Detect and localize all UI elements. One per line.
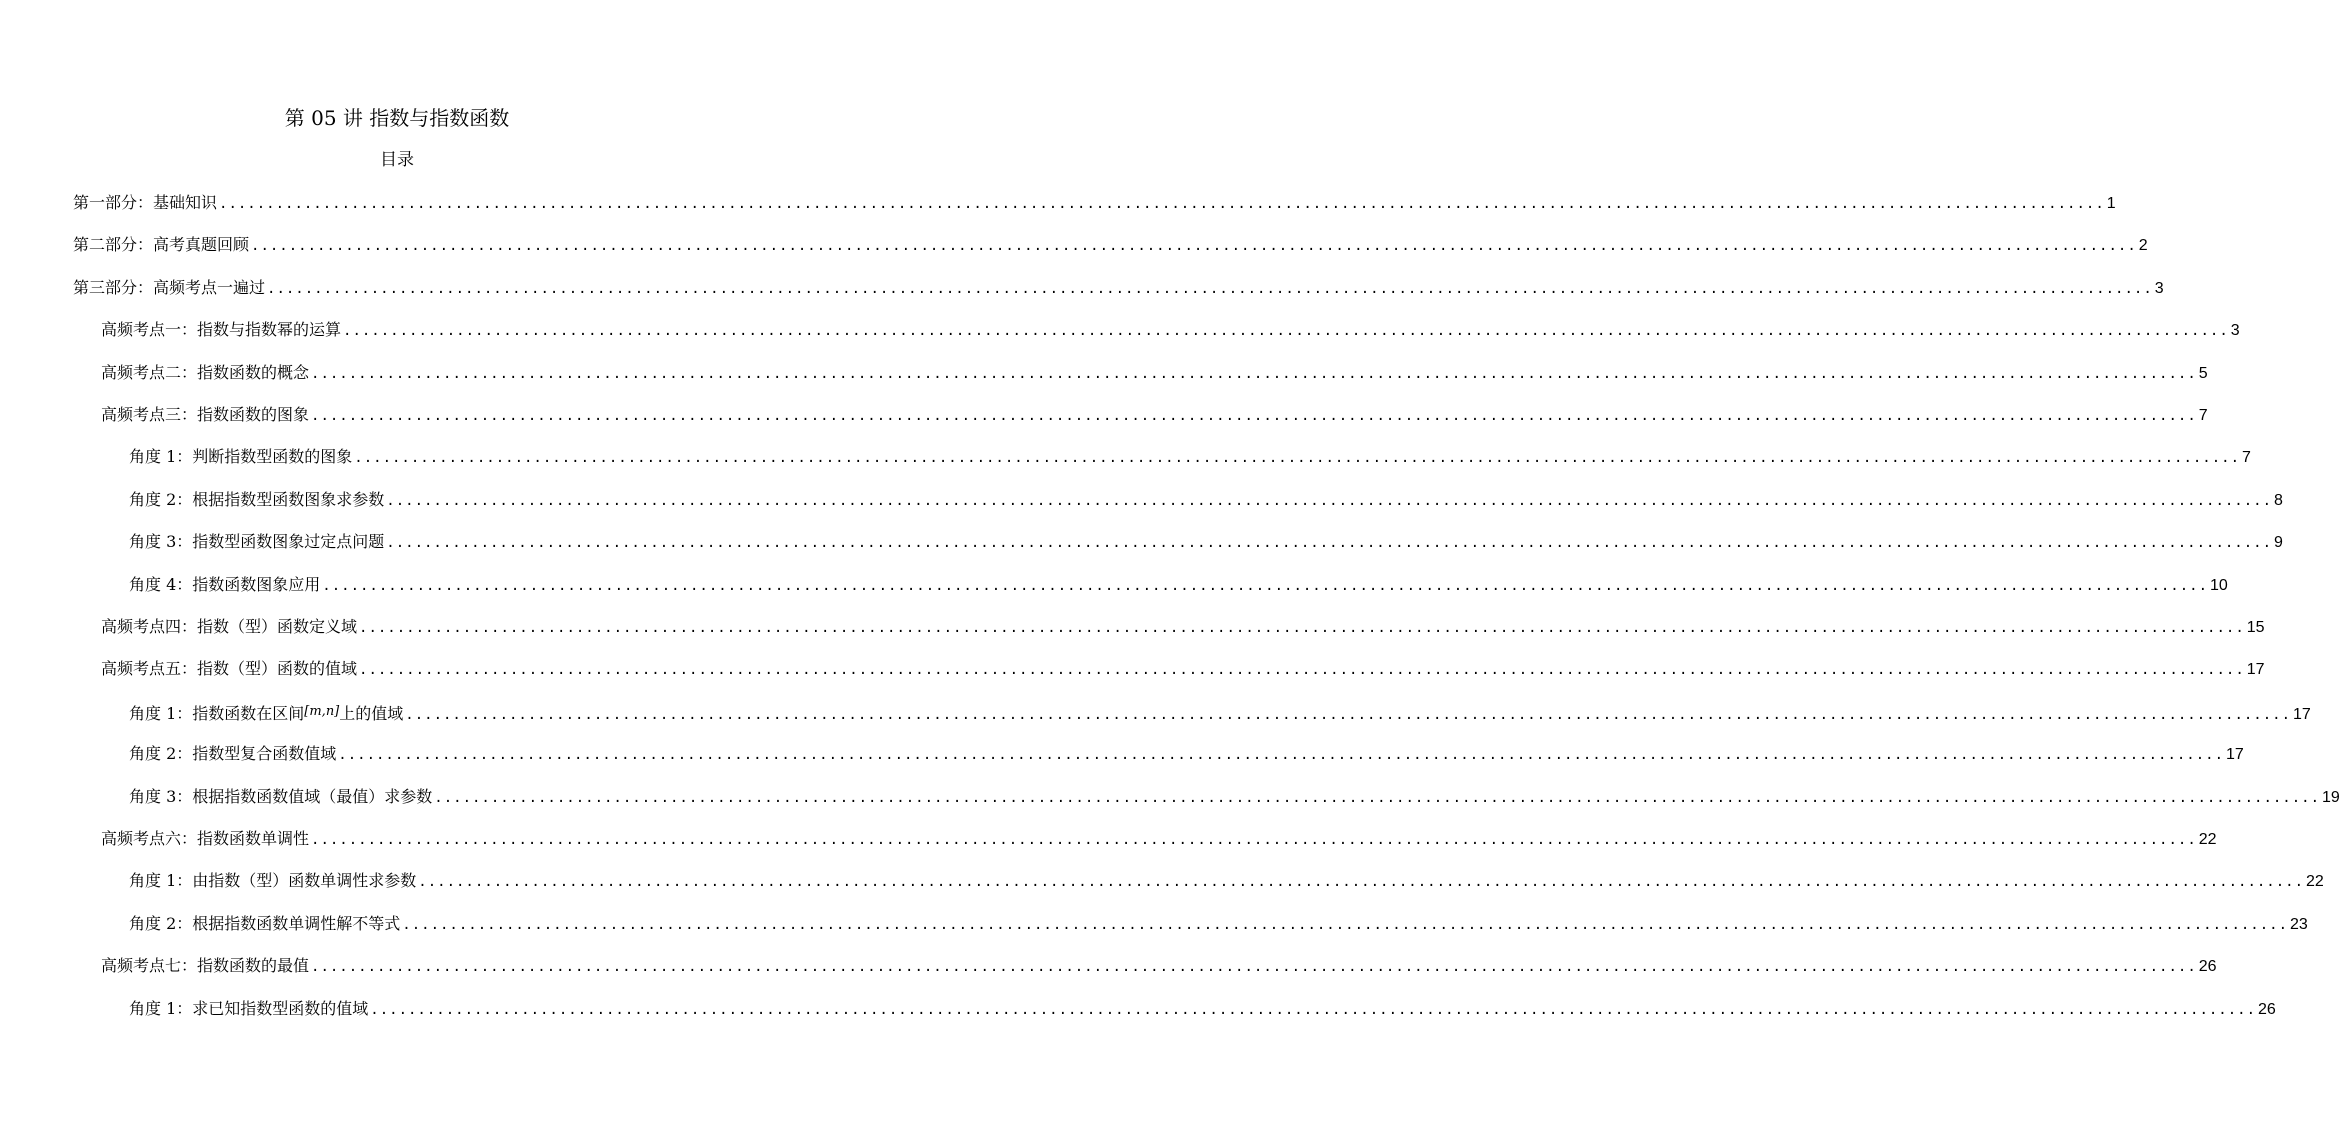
toc-page-number: 7: [2242, 449, 2251, 467]
toc-entry[interactable]: [73, 232, 2148, 258]
toc-dot-leader: ........................................................................................................................................................................................................: [322, 577, 2209, 594]
toc-entry-label: [129, 444, 352, 470]
toc-dot-leader: ........................................................................................................................................................................................................: [402, 916, 2289, 933]
toc-dot-leader: ........................................................................................................................................................................................................: [311, 959, 2197, 976]
toc-entry-label: [101, 826, 309, 852]
toc-entry-label: [101, 656, 357, 682]
toc-entry-text: 第二部分：高考真题回顾: [73, 235, 250, 255]
toc-dot-leader: ........................................................................................................................................................................................................: [405, 706, 2292, 723]
toc-entry[interactable]: [129, 784, 2340, 810]
toc-page-number: 10: [2210, 576, 2228, 594]
toc-entry-text: 角度 2：根据指数函数单调性解不等式: [129, 913, 401, 933]
toc-page-number: 22: [2306, 873, 2324, 891]
toc-entry[interactable]: [101, 402, 2208, 428]
toc-entry-label: [129, 572, 320, 598]
toc-dot-leader: ........................................................................................................................................................................................................: [418, 874, 2305, 891]
toc-heading: 目录: [380, 150, 414, 170]
toc-dot-leader: ........................................................................................................................................................................................................: [311, 832, 2197, 848]
toc-entry[interactable]: [101, 614, 2265, 640]
toc-entry-label: [101, 360, 309, 386]
toc-entry-label: [73, 275, 265, 301]
toc-dot-leader: ........................................................................................................................................................................................................: [370, 1001, 2257, 1018]
toc-entry[interactable]: [101, 826, 2217, 852]
toc-dot-leader: ........................................................................................................................................................................................................: [338, 747, 2225, 764]
toc-dot-leader: ........................................................................................................................................................................................................: [434, 789, 2321, 806]
toc-page-number: 17: [2293, 705, 2311, 723]
toc-entry-label: [129, 784, 432, 810]
toc-page-number: 26: [2198, 958, 2217, 976]
toc-dot-leader: ........................................................................................................................................................................................................: [343, 323, 2229, 340]
toc-page-number: 7: [2198, 407, 2208, 424]
toc-entry-math: [m,n]: [304, 703, 340, 719]
toc-entry-text: 角度 1：指数函数在区间: [129, 703, 305, 723]
document-title: 第 05 讲 指数与指数函数: [284, 106, 510, 130]
toc-entry[interactable]: [101, 360, 2208, 386]
toc-entry[interactable]: [101, 656, 2265, 682]
toc-page-number: 15: [2246, 619, 2265, 636]
toc-entry-label: [73, 232, 249, 258]
toc-page-number: 2: [2138, 237, 2148, 255]
toc-entry-label: [129, 868, 416, 894]
toc-page-number: 23: [2290, 915, 2308, 933]
toc-entry-label: [101, 953, 309, 979]
toc-entry-text: 高频考点七：指数函数的最值: [101, 956, 310, 976]
toc-entry[interactable]: [73, 275, 2164, 301]
toc-entry-text: 角度 1：判断指数型函数的图象: [129, 447, 353, 467]
toc-entry-text: 高频考点三：指数函数的图象: [101, 405, 310, 424]
toc-dot-leader: ........................................................................................................................................................................................................: [359, 662, 2245, 679]
toc-dot-leader: ........................................................................................................................................................................................................: [354, 450, 2241, 467]
toc-entry[interactable]: [129, 444, 2251, 470]
toc-page-number: 9: [2274, 534, 2283, 552]
toc-entry-text: 高频考点二：指数函数的概念: [101, 362, 310, 382]
toc-dot-leader: ........................................................................................................................................................................................................: [311, 408, 2197, 424]
toc-entry-text: 角度 2：根据指数型函数图象求参数: [129, 489, 385, 509]
toc-entry-text: 角度 3：指数型函数图象过定点问题: [129, 532, 385, 552]
toc-entry-text-after: 上的值域: [339, 703, 404, 723]
toc-entry[interactable]: [101, 953, 2217, 979]
toc-entry-text: 角度 4：指数函数图象应用: [129, 574, 321, 594]
toc-page-number: 19: [2322, 788, 2340, 806]
toc-page-number: 8: [2274, 491, 2283, 509]
toc-entry[interactable]: [129, 487, 2283, 513]
toc-page-number: 1: [2106, 195, 2116, 212]
toc-entry-label: [129, 487, 384, 513]
toc-entry[interactable]: [129, 911, 2308, 937]
toc-entry[interactable]: [129, 572, 2228, 598]
toc-page-number: 5: [2198, 364, 2208, 382]
toc-entry-text: 角度 2：指数型复合函数值域: [129, 744, 337, 764]
toc-entry-label: [101, 402, 309, 428]
toc-entry-text: 高频考点一：指数与指数幂的运算: [101, 320, 342, 340]
toc-page-number: 22: [2198, 831, 2217, 848]
toc-page-number: 17: [2226, 746, 2244, 764]
toc-entry[interactable]: [129, 741, 2244, 767]
toc-entry-label: [129, 699, 403, 727]
toc-entry-text: 第三部分：高频考点一遍过: [73, 277, 266, 297]
toc-dot-leader: ........................................................................................................................................................................................................: [267, 280, 2153, 297]
toc-entry[interactable]: [129, 868, 2324, 894]
toc-dot-leader: ........................................................................................................................................................................................................: [359, 620, 2245, 636]
toc-entry-label: [129, 996, 368, 1022]
toc-entry-label: [101, 614, 357, 640]
toc-dot-leader: ........................................................................................................................................................................................................: [311, 365, 2197, 382]
toc-entry[interactable]: [73, 190, 2116, 216]
toc-dot-leader: ........................................................................................................................................................................................................: [386, 492, 2273, 509]
toc-entry-text: 角度 1：由指数（型）函数单调性求参数: [129, 871, 417, 891]
toc-entry-text: 角度 1：求已知指数型函数的值域: [129, 998, 369, 1018]
toc-page-number: 17: [2246, 661, 2265, 679]
toc-entry[interactable]: [101, 317, 2240, 343]
toc-page-number: 3: [2230, 322, 2240, 340]
toc-entry[interactable]: [129, 699, 2311, 725]
toc-entry-text: 高频考点四：指数（型）函数定义域: [101, 617, 358, 636]
toc-entry-text: 角度 3：根据指数函数值域（最值）求参数: [129, 786, 433, 806]
toc-dot-leader: ........................................................................................................................................................................................................: [251, 238, 2137, 255]
toc-entry-label: [129, 911, 400, 937]
toc-entry-label: [101, 317, 341, 343]
toc-entry[interactable]: [129, 996, 2276, 1022]
toc-dot-leader: ........................................................................................................................................................................................................: [219, 196, 2105, 212]
toc-entry-text: 第一部分：基础知识: [73, 193, 218, 212]
toc-entry-label: [129, 529, 384, 555]
toc-entry-label: [73, 190, 217, 216]
toc-page-number: 26: [2258, 1000, 2276, 1018]
toc-dot-leader: ........................................................................................................................................................................................................: [386, 535, 2273, 552]
toc-page-number: 3: [2154, 279, 2164, 297]
toc-entry-text: 高频考点六：指数函数单调性: [101, 829, 310, 848]
toc-entry-text: 高频考点五：指数（型）函数的值域: [101, 659, 358, 679]
toc-entry[interactable]: [129, 529, 2283, 555]
toc-entry-label: [129, 741, 336, 767]
